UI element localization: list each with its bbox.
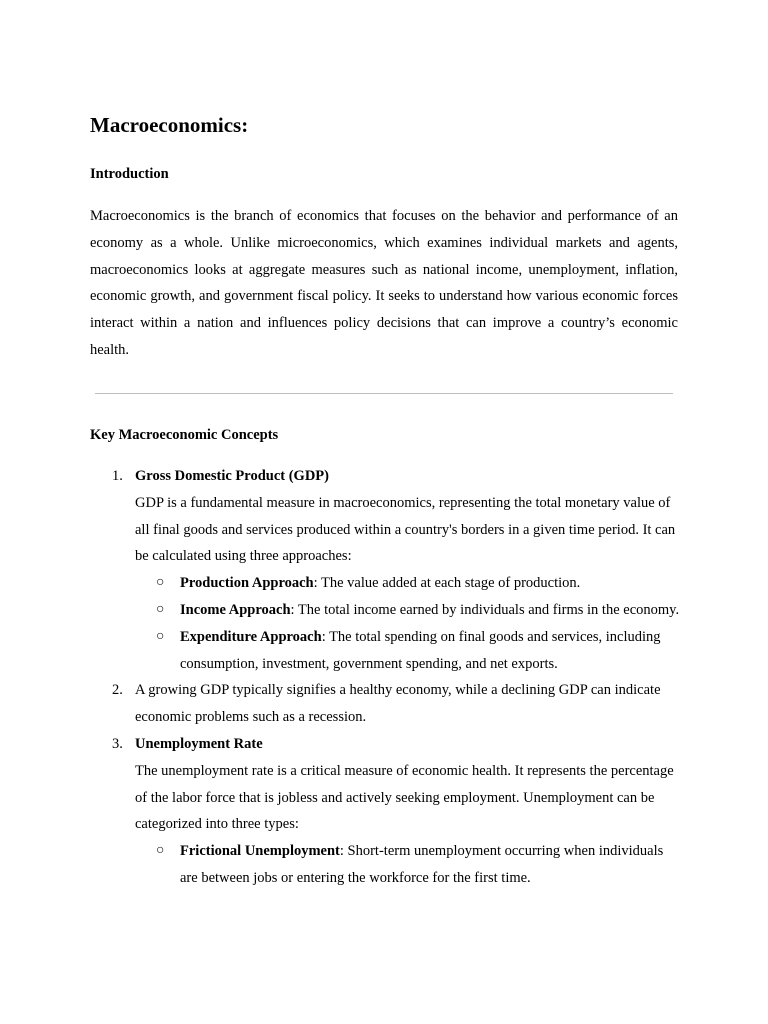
- sub-item-text: : The value added at each stage of production.: [313, 575, 581, 592]
- section-divider: [95, 393, 673, 394]
- sub-item-income: [135, 597, 680, 624]
- page-title: Macroeconomics:: [90, 113, 249, 137]
- sub-item-frictional: [135, 838, 680, 892]
- circle-bullet-icon: ○: [156, 628, 165, 644]
- list-item-body: GDP is a fundamental measure in macroeconomics, representing the total monetary value of all final goods and services produced within a country's borders in a given time period. It can be calculated using three approaches:: [135, 494, 676, 565]
- circle-bullet-icon: ○: [156, 575, 165, 591]
- introduction-heading: Introduction: [90, 166, 169, 182]
- circle-bullet-icon: ○: [156, 843, 165, 859]
- sub-item-text: : The total spending on final goods and services, including consumption, investment, government spending, and net exports.: [180, 628, 661, 672]
- sub-item-text: : The total income earned by individuals and firms in the economy.: [290, 601, 680, 618]
- sub-item-title: Production Approach: [180, 575, 314, 592]
- sub-item-production: [135, 570, 680, 597]
- list-item-body: The unemployment rate is a critical measure of economic health. It represents the percentage of the labor force that is jobless and actively seeking employment. Unemployment can be categorized into three types:: [135, 762, 674, 833]
- sub-item-expenditure: [135, 624, 680, 678]
- sub-item-title: Income Approach: [180, 601, 291, 618]
- list-item-title: Unemployment Rate: [135, 735, 263, 752]
- list-number: 3.: [112, 735, 123, 752]
- concepts-list: [0, 463, 768, 892]
- list-item-title: Gross Domestic Product (GDP): [135, 468, 329, 484]
- list-number: 2.: [112, 682, 123, 699]
- list-item-gdp: [0, 463, 680, 677]
- sub-item-text: : Short-term unemployment occurring when individuals are between jobs or entering the workforce for the first time.: [180, 843, 664, 886]
- concepts-heading: Key Macroeconomic Concepts: [90, 427, 279, 443]
- introduction-paragraph: Macroeconomics is the branch of economics that focuses on the behavior and performance of an economy as a whole. Unlike microeconomics, which examines individual markets and agents, macroeconomics looks at aggregate measures such as national income, unemployment, inflation, economic growth, and government fiscal policy. It seeks to understand how various economic forces interact within a nation and influences policy decisions that can improve a country’s economic health.: [90, 208, 678, 358]
- list-item-unemployment: [0, 731, 680, 892]
- list-number: 1.: [112, 468, 123, 484]
- sub-item-title: Expenditure Approach: [180, 628, 322, 645]
- circle-bullet-icon: ○: [156, 601, 165, 617]
- list-item-gdp-growth: [0, 677, 680, 731]
- sub-item-title: Frictional Unemployment: [180, 843, 340, 860]
- list-item-text: A growing GDP typically signifies a healthy economy, while a declining GDP can indicate economic problems such as a recession.: [135, 682, 661, 726]
